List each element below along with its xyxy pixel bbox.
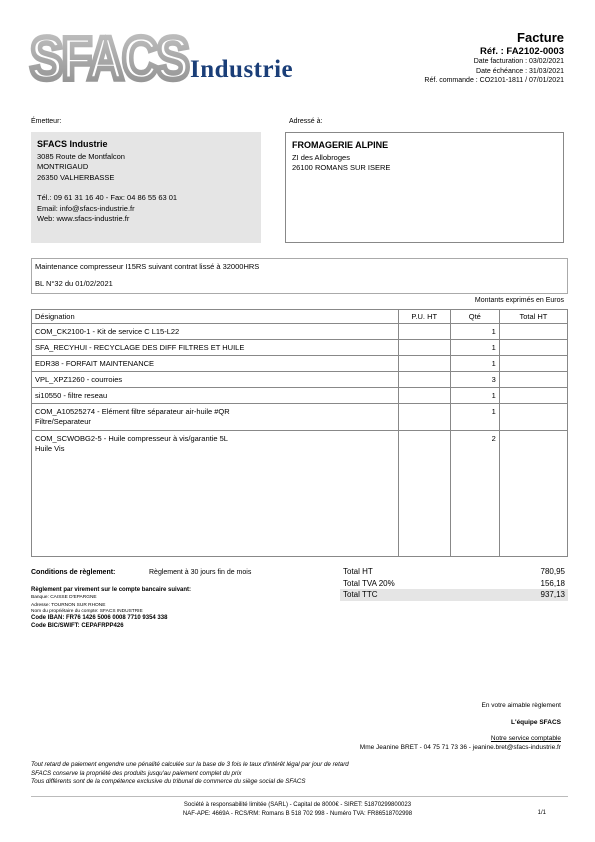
table-row xyxy=(32,388,568,404)
item-unit-price xyxy=(398,340,450,356)
item-unit-price xyxy=(398,324,450,340)
item-unit-price xyxy=(398,404,450,431)
item-unit-price xyxy=(398,356,450,372)
emitter-address-line: 3085 Route de Montfalcon xyxy=(37,151,125,161)
item-designation: SFA_RECYHUI - RECYCLAGE DES DIFF FILTRES ET HUILE xyxy=(32,340,399,356)
bank-details xyxy=(31,587,191,630)
item-quantity: 3 xyxy=(450,372,499,388)
table-row xyxy=(32,356,568,372)
total-ttc-row xyxy=(340,589,568,601)
description-line: Maintenance compresseur I15RS suivant contrat lissé à 32000HRS xyxy=(35,262,260,271)
col-header-unit-price: P.U. HT xyxy=(398,310,450,324)
item-designation: VPL_XPZ1260 - courroies xyxy=(32,372,399,388)
emitter-box xyxy=(31,132,261,243)
item-quantity: 1 xyxy=(450,404,499,431)
item-quantity: 1 xyxy=(450,356,499,372)
totals-box xyxy=(340,566,568,601)
item-designation: COM_A10525274 - Elément filtre séparateur air-huile #QR Filtre/Separateur xyxy=(32,404,399,431)
footer-legal-line: NAF-APE: 4669A - RCS/RM: Romans B 518 702 998 - Numéro TVA: FR86518702998 xyxy=(182,810,413,817)
col-header-quantity: Qté xyxy=(450,310,499,324)
invoice-title: Facture xyxy=(517,30,564,45)
emitter-website[interactable]: Web: www.sfacs-industrie.fr xyxy=(37,214,130,223)
item-total xyxy=(499,340,567,356)
table-row xyxy=(32,404,568,431)
currency-note: Montants exprimés en Euros xyxy=(474,297,564,304)
table-row xyxy=(32,431,568,557)
item-designation: EDR38 - FORFAIT MAINTENANCE xyxy=(32,356,399,372)
bank-name: Banque: CAISSE D'EPARGNE xyxy=(31,595,97,600)
emitter-address-line: MONTRIGAUD xyxy=(37,162,89,171)
accounting-contact[interactable]: Mme Jeanine BRET - 04 75 71 73 36 - jeanine.bret@sfacs-industrie.fr xyxy=(359,744,561,751)
item-designation: COM_CK2100-1 - Kit de service C L15-L22 xyxy=(32,324,399,340)
item-designation: COM_SCWOBG2-5 - Huile compresseur à vis/garantie 5L Huile Vis xyxy=(32,431,399,557)
table-header-row xyxy=(32,310,568,324)
bic-code: Code BIC/SWIFT: CEPAFRPP426 xyxy=(31,622,124,629)
legal-note: Tout retard de paiement engendre une pénalité calculée sur la base de 3 fois le taux d'intérêt légal par jour de retard xyxy=(31,761,349,768)
emitter-name: SFACS Industrie xyxy=(37,139,108,149)
item-total xyxy=(499,404,567,431)
item-unit-price xyxy=(398,372,450,388)
item-total xyxy=(499,372,567,388)
sfacs-logo-text: SFACS xyxy=(30,25,188,92)
invoice-reference: Réf. : FA2102-0003 xyxy=(480,46,564,57)
account-owner: Nom du propriétaire du compte: SFACS INDUSTRIE xyxy=(31,609,143,614)
invoice-header xyxy=(424,30,564,86)
payment-conditions-label: Conditions de règlement: xyxy=(31,569,116,576)
recipient-name: FROMAGERIE ALPINE xyxy=(292,140,389,150)
table-row xyxy=(32,324,568,340)
total-label: Total HT xyxy=(343,567,373,576)
recipient-address-line: 26100 ROMANS SUR ISERE xyxy=(292,163,391,172)
logo-industrie-text: Industrie xyxy=(190,56,294,83)
payment-conditions xyxy=(31,569,251,576)
total-tva-row xyxy=(340,578,568,590)
item-total xyxy=(499,431,567,557)
table-row xyxy=(32,340,568,356)
item-quantity: 1 xyxy=(450,388,499,404)
order-reference: Réf. commande : CO2101-1811 / 07/01/2021 xyxy=(424,77,564,84)
legal-note: SFACS conserve la propriété des produits jusqu'au paiement complet du prix xyxy=(31,769,242,777)
bank-address: Adresse: TOURNON SUR RHONE xyxy=(31,603,106,608)
recipient-label: Adressé à: xyxy=(289,118,323,125)
item-unit-price xyxy=(398,388,450,404)
footer-legal-line: Société à responsabilité limitée (SARL) - Capital de 8000€ - SIRET: 51870299800023 xyxy=(183,802,412,808)
recipient-address-line: ZI des Allobroges xyxy=(292,152,350,162)
col-header-total: Total HT xyxy=(499,310,567,324)
emitter-label: Émetteur: xyxy=(31,118,62,125)
due-date: Date échéance : 31/03/2021 xyxy=(476,67,564,75)
invoice-date: Date facturation : 03/02/2021 xyxy=(473,58,564,65)
item-quantity: 1 xyxy=(450,324,499,340)
item-total xyxy=(499,324,567,340)
sfacs-logo xyxy=(30,25,190,92)
closing-greeting: En votre aimable règlement xyxy=(481,702,561,709)
footer-divider xyxy=(31,796,568,797)
total-label: Total TTC xyxy=(343,590,378,599)
total-ht-row xyxy=(340,566,568,578)
emitter-address-line: 26350 VALHERBASSE xyxy=(37,172,115,182)
iban-code: Code IBAN: FR76 1426 5006 0008 7710 9354 338 xyxy=(31,615,168,621)
page-number: 1/1 xyxy=(537,810,546,816)
delivery-note-line: BL N°32 du 01/02/2021 xyxy=(35,279,113,288)
items-table xyxy=(31,309,568,557)
emitter-phone: Tél.: 09 61 31 16 40 - Fax: 04 86 55 63 01 xyxy=(37,193,178,202)
item-total xyxy=(499,388,567,404)
item-designation: si10550 - filtre reseau xyxy=(32,388,399,404)
accounting-service: Notre service comptable xyxy=(490,735,561,742)
item-unit-price xyxy=(398,431,450,557)
total-label: Total TVA 20% xyxy=(343,578,395,588)
col-header-designation: Désignation xyxy=(32,310,399,324)
company-footer xyxy=(0,801,595,818)
invoice-description-box xyxy=(31,258,568,294)
total-value: 937,13 xyxy=(540,590,565,599)
table-row xyxy=(32,372,568,388)
legal-note: Tous différents sont de la compétence exclusive du tribunal de commerce du siège social de SFACS xyxy=(31,778,306,785)
item-quantity: 2 xyxy=(450,431,499,557)
total-value: 156,18 xyxy=(540,578,565,588)
item-total xyxy=(499,356,567,372)
emitter-email[interactable]: Email: info@sfacs-industrie.fr xyxy=(37,203,135,213)
recipient-box xyxy=(285,132,564,243)
item-quantity: 1 xyxy=(450,340,499,356)
closing-team: L'équipe SFACS xyxy=(511,719,561,726)
total-value: 780,95 xyxy=(540,567,565,576)
payment-conditions-value: Règlement à 30 jours fin de mois xyxy=(149,569,252,576)
bank-details-title: Règlement par virement sur le compte bancaire suivant: xyxy=(31,587,192,593)
legal-notes xyxy=(31,761,349,787)
